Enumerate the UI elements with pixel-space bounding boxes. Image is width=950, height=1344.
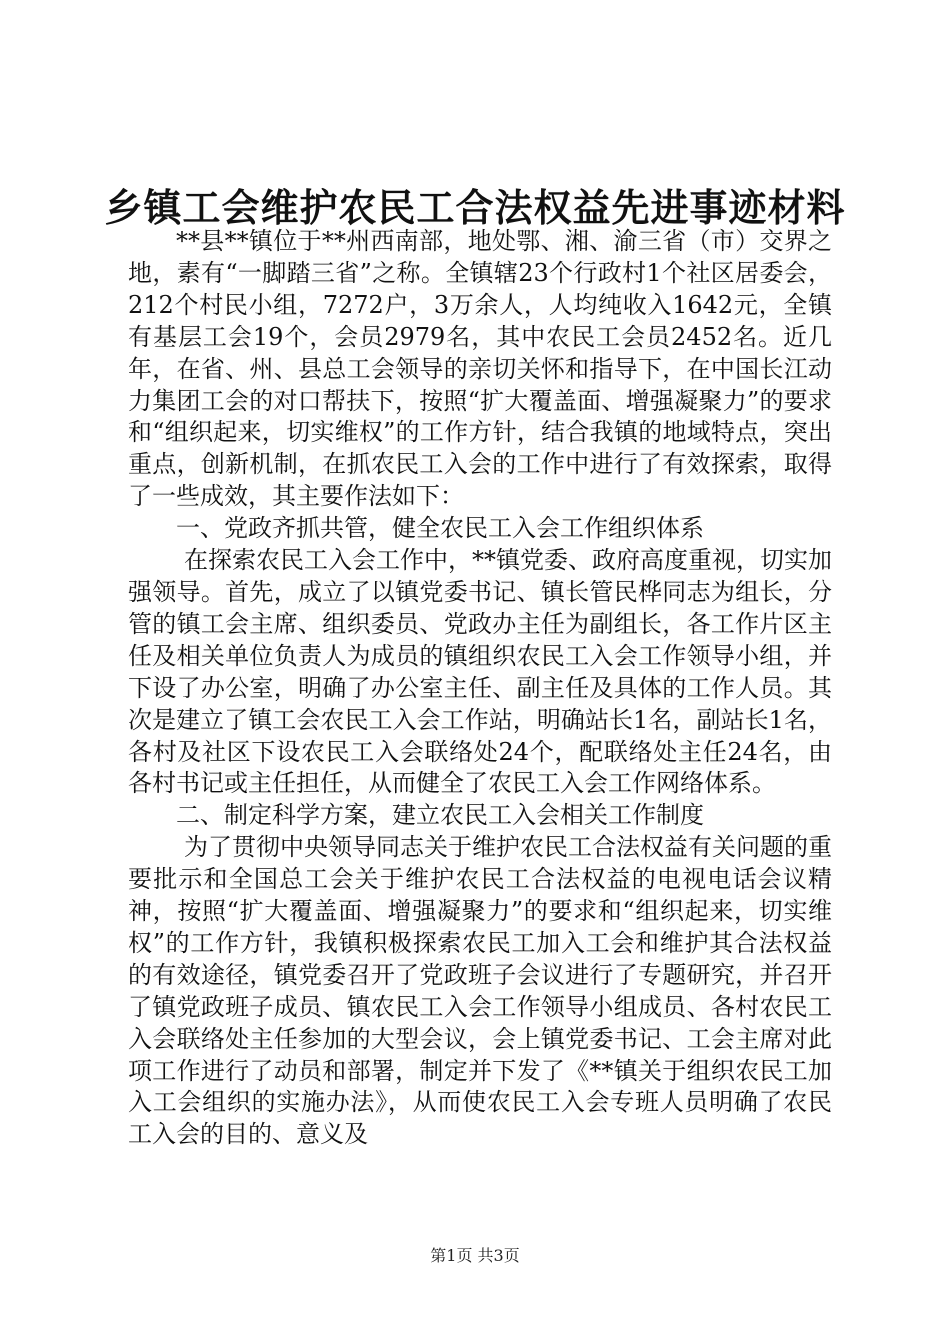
section-heading-2: 二、制定科学方案，建立农民工入会相关工作制度 (176, 801, 704, 830)
paragraph-section-2: 为了贯彻中央领导同志关于维护农民工合法权益有关问题的重要批示和全国总工会关于维护农民工合法权益的电视电话会议精神，按照“扩大覆盖面、增强凝聚力”的要求和“组织起来，切实维权”的工作方针，我镇积极探索农民工加入工会和维护其合法权益的有效途径，镇党委召开了党政班子会议进行了专题研究，并召开了镇党政班子成员、镇农民工入会工作领导小组成员、各村农民工入会联络处主任参加的大型会议，会上镇党委书记、工会主席对此项工作进行了动员和部署，制定并下发了《**镇关于组织农民工加入工会组织的实施办法》，从而使农民工入会专班人员明确了农民工入会的目的、意义及 (128, 833, 832, 1149)
paragraph-section-1: 在探索农民工入会工作中，**镇党委、政府高度重视，切实加强领导。首先，成立了以镇党委书记、镇长管民桦同志为组长，分管的镇工会主席、组织委员、党政办主任为副组长，各工作片区主任及相关单位负责人为成员的镇组织农民工入会工作领导小组，并下设了办公室，明确了办公室主任、副主任及具体的工作人员。其次是建立了镇工会农民工入会工作站，明确站长1名，副站长1名，各村及社区下设农民工入会联络处24个，配联络处主任24名，由各村书记或主任担任，从而健全了农民工入会工作网络体系。 (128, 546, 832, 798)
page-number-footer: 第1页 共3页 (430, 1246, 520, 1265)
document-body (128, 226, 832, 1151)
section-heading-1: 一、党政齐抓共管，健全农民工入会工作组织体系 (176, 514, 704, 543)
paragraph-intro: **县**镇位于**州西南部，地处鄂、湘、渝三省（市）交界之地，素有“一脚踏三省”之称。全镇辖23个行政村1个社区居委会，212个村民小组，7272户，3万余人，人均纯收入1642元，全镇有基层工会19个，会员2979名，其中农民工会员2452名。近几年，在省、州、县总工会领导的亲切关怀和指导下，在中国长江动力集团工会的对口帮扶下，按照“扩大覆盖面、增强凝聚力”的要求和“组织起来，切实维权”的工作方针，结合我镇的地域特点，突出重点，创新机制，在抓农民工入会的工作中进行了有效探索，取得了一些成效，其主要作法如下： (128, 227, 832, 511)
document-title: 乡镇工会维护农民工合法权益先进事迹材料 (104, 185, 846, 230)
